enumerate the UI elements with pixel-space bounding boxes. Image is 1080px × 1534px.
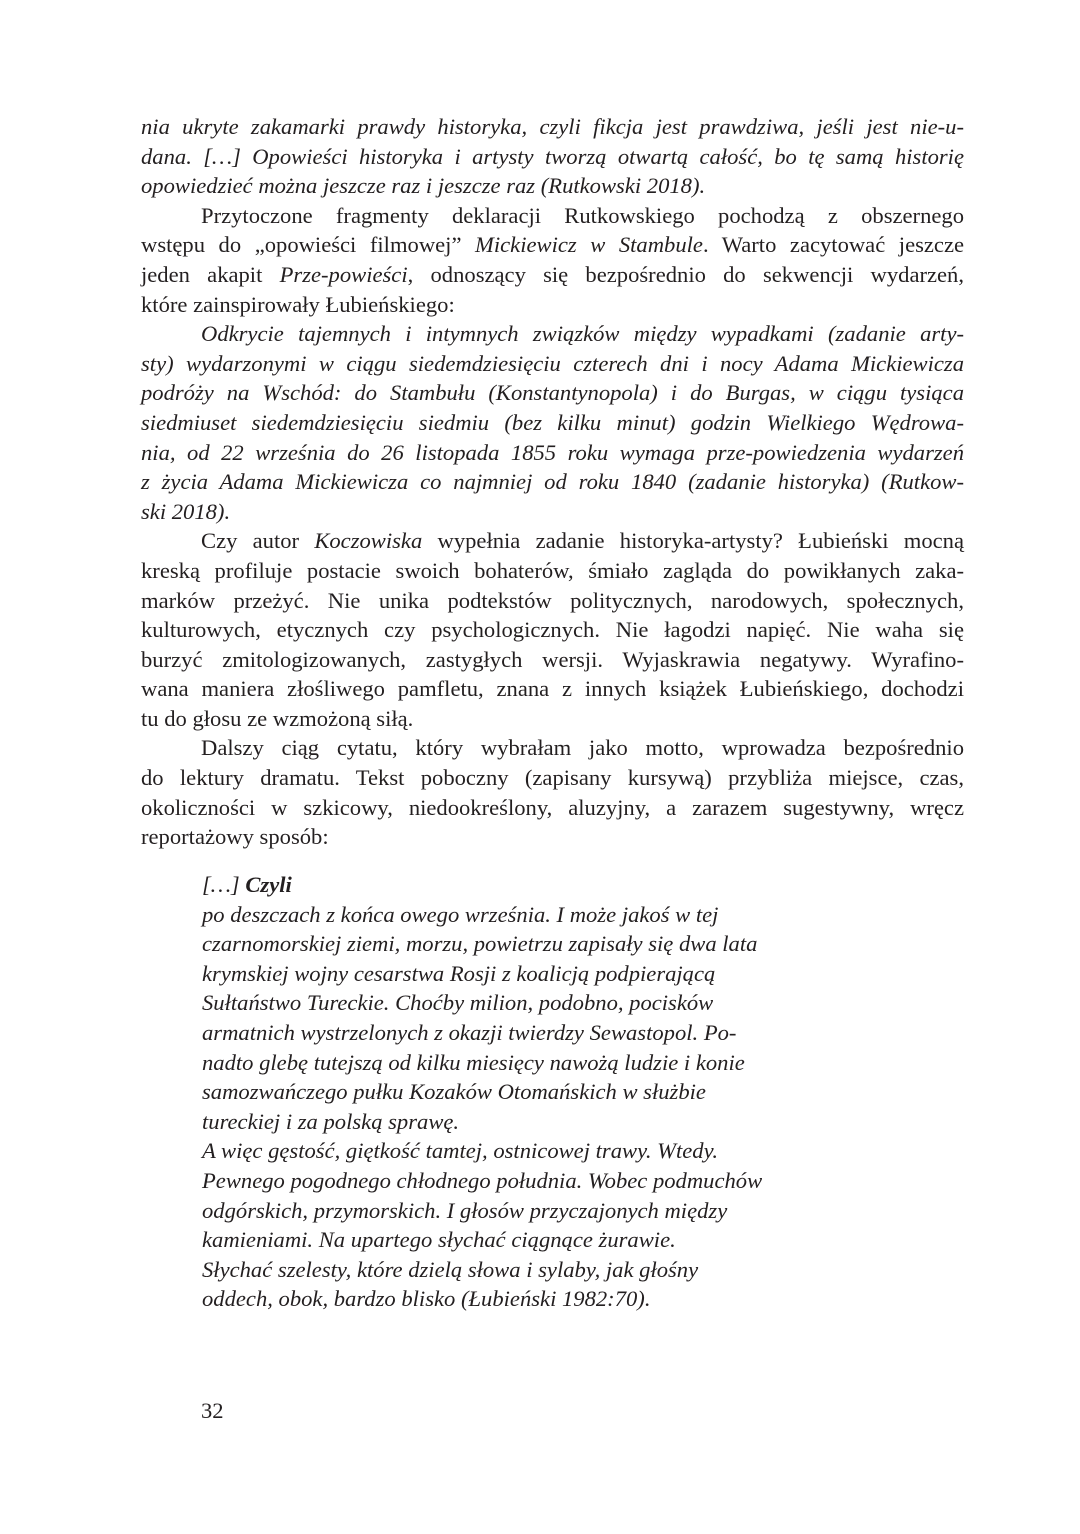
- text-line: krymskiej wojny cesarstwa Rosji z koalicją podpierającą: [202, 960, 716, 986]
- page-body: [141, 112, 964, 852]
- text-line: tureckiej i za polską sprawę.: [202, 1108, 460, 1134]
- bold-word: Czyli: [245, 872, 292, 897]
- text-line: Przytoczone fragmenty deklaracji Rutkowskiego pochodzą z obszernego: [201, 202, 964, 228]
- text-line: kreską profiluje postacie swoich bohaterów, śmiało zagląda do powikłanych zaka-: [141, 557, 964, 583]
- text-line: do lektury dramatu. Tekst poboczny (zapisany kursywą) przybliża miejsce, czas,: [141, 765, 964, 791]
- text-line: sty) wydarzonymi w ciągu siedemdziesięciu czterech dni i nocy Adama Mickiewicza: [141, 350, 964, 376]
- text-line: nia, od 22 września do 26 listopada 1855 roku wymaga prze-powiedzenia wydarzeń: [141, 439, 964, 465]
- text-line: Słychać szelesty, które dzielą słowa i sylaby, jak głośny: [202, 1256, 699, 1282]
- book-title: Mickiewicz w Stambule: [475, 232, 703, 258]
- text-run: . Warto zacytować jeszcze: [702, 232, 965, 258]
- quote-rutkowski-continuation: [141, 112, 964, 201]
- text-line: czarnomorskiej ziemi, morzu, powietrzu zapisały się dwa lata: [202, 931, 758, 957]
- text-line: kulturowych, etycznych czy psychologicznych. Nie łagodzi napięć. Nie waha się: [141, 617, 964, 643]
- block-quote-lubienski: [202, 870, 842, 1314]
- text-line: kamieniami. Na upartego słychać ciągnące żurawie.: [202, 1227, 676, 1253]
- text-line: Sułtaństwo Tureckie. Choćby milion, podobno, pocisków: [202, 990, 714, 1016]
- text-line: nadto glebę tutejszą od kilku miesięcy nawożą ludzie i konie: [202, 1049, 745, 1075]
- text-line: które zainspirowały Łubieńskiego:: [141, 291, 455, 317]
- text-line: oddech, obok, bardzo blisko (Łubieński 1982:70).: [202, 1286, 651, 1312]
- text-line: marków przeżyć. Nie unika podtekstów politycznych, narodowych, społecznych,: [141, 587, 964, 613]
- text-run: wypełnia zadanie historyka-artysty? Łubieński mocną: [422, 528, 964, 554]
- text-line: samozwańczego pułku Kozaków Otomańskich w służbie: [202, 1079, 706, 1105]
- book-title: Koczowiska: [314, 528, 423, 554]
- text-run: jeden akapit: [141, 261, 280, 287]
- text-line: z życia Adama Mickiewicza co najmniej od roku 1840 (zadanie historyka) (Rutkow-: [141, 469, 964, 495]
- text-line: po deszczach z końca owego września. I może jakoś w tej: [202, 901, 719, 927]
- text-line: opowiedzieć można jeszcze raz i jeszcze raz (Rutkowski 2018).: [141, 173, 706, 199]
- text-line: tu do głosu ze wzmożoną siłą.: [141, 705, 414, 731]
- text-line: wana maniera złośliwego pamfletu, znana z innych książek Łubieńskiego, dochodzi: [141, 676, 964, 702]
- text-line: ski 2018).: [141, 498, 231, 524]
- block-quote-heading: [202, 870, 842, 900]
- text-line: siedmiuset siedemdziesięciu siedmiu (bez kilku minut) godzin Wielkiego Wędrowa-: [141, 409, 964, 435]
- text-run: wstępu do „opowieści filmowej”: [141, 232, 476, 258]
- text-line: reportażowy sposób:: [141, 824, 329, 850]
- text-line: dana. […] Opowieści historyka i artysty tworzą otwartą całość, bo tę samą historię: [141, 143, 964, 169]
- text-line: Dalszy ciąg cytatu, który wybrałam jako motto, wprowadza bezpośrednio: [201, 735, 964, 761]
- paragraph-dalszy-ciag: [141, 733, 964, 851]
- text-line: odgórskich, przymorskich. I głosów przyczajonych między: [202, 1197, 728, 1223]
- page-number: 32: [201, 1398, 224, 1423]
- text-line: burzyć zmitologizowanych, zastygłych wersji. Wyjaskrawia negatywy. Wyrafino-: [141, 646, 964, 672]
- text-line: [141, 260, 964, 290]
- book-title: Prze-powieści: [279, 261, 408, 287]
- ellipsis: […]: [202, 872, 246, 897]
- text-run: , odnoszący się bezpośrednio do sekwencji wydarzeń,: [407, 261, 964, 287]
- text-line: A więc gęstość, giętkość tamtej, ostnicowej trawy. Wtedy.: [202, 1138, 719, 1164]
- paragraph-przytoczone: [141, 201, 964, 319]
- text-line: [141, 526, 964, 556]
- paragraph-czy-autor: [141, 526, 964, 733]
- quote-rutkowski-odkrycie: [141, 319, 964, 526]
- text-line: okoliczności w szkicowy, niedookreślony, aluzyjny, a zarazem sugestywny, wręcz: [141, 794, 964, 820]
- text-line: Pewnego pogodnego chłodnego południa. Wobec podmuchów: [202, 1167, 763, 1193]
- text-line: podróży na Wschód: do Stambułu (Konstantynopola) i do Burgas, w ciągu tysiąca: [141, 380, 964, 406]
- text-line: nia ukryte zakamarki prawdy historyka, czyli fikcja jest prawdziwa, jeśli jest nie-u-: [141, 114, 964, 139]
- text-line: [141, 230, 964, 260]
- text-run: Czy autor: [201, 528, 315, 554]
- text-line: Odkrycie tajemnych i intymnych związków między wypadkami (zadanie arty-: [201, 321, 964, 347]
- text-line: armatnich wystrzelonych z okazji twierdzy Sewastopol. Po-: [202, 1019, 737, 1045]
